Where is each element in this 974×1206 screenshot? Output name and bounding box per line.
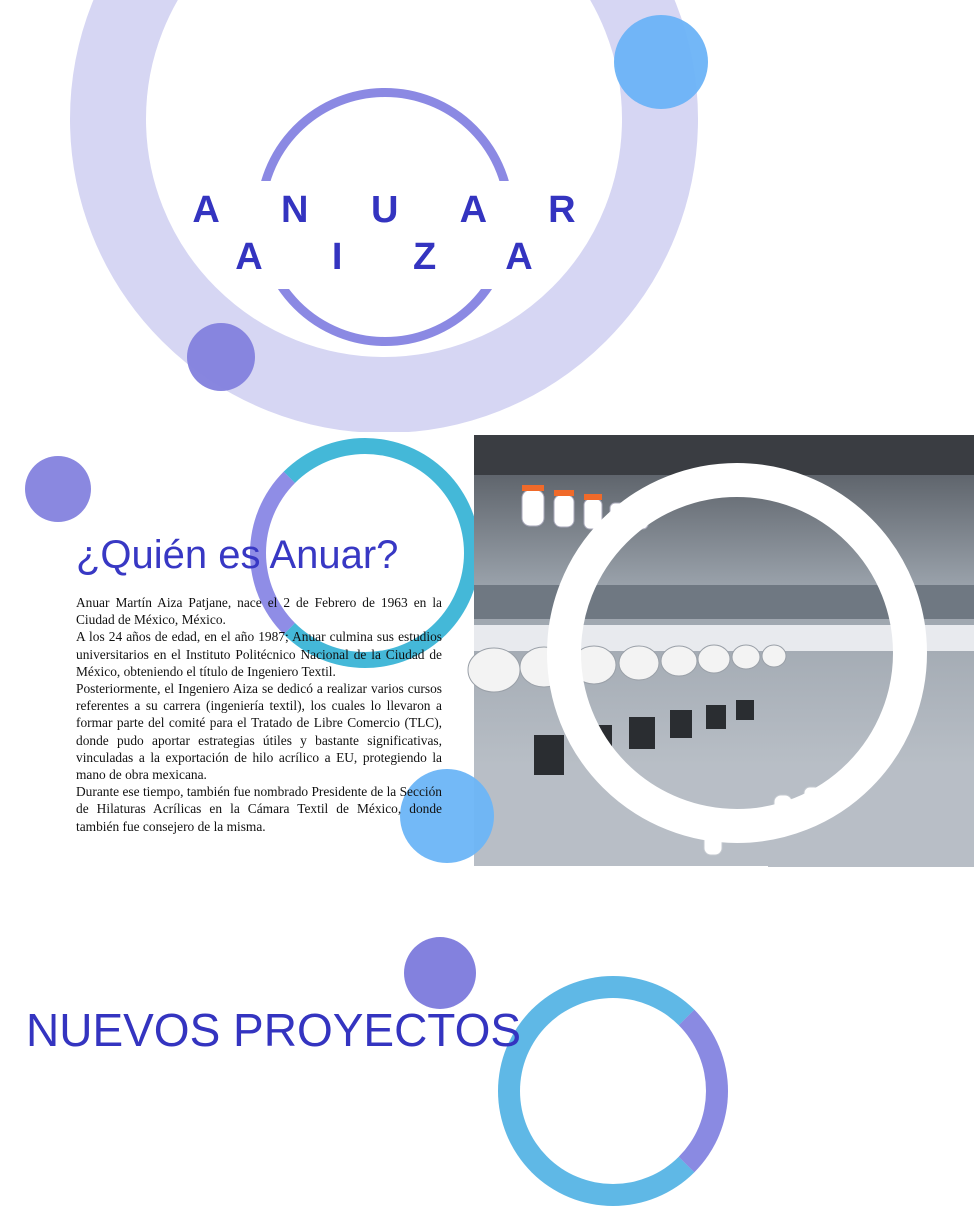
title-slide <box>0 0 768 432</box>
biography-text <box>76 594 442 835</box>
section-heading: NUEVOS PROYECTOS <box>26 1004 522 1056</box>
photo-white-ring <box>547 463 927 843</box>
gradient-ring-decoration <box>498 976 728 1206</box>
bio-paragraph: Durante ese tiempo, también fue nombrado Presidente de la Sección de Hilaturas Acrílicas en la Cámara Textil de México, donde también fue consejero de la misma. <box>76 784 442 834</box>
new-projects-slide <box>0 866 768 1056</box>
purple-circle-decoration <box>25 456 91 522</box>
section-heading: ¿Quién es Anuar? <box>76 533 399 577</box>
title-last-name: A I Z A <box>235 236 563 278</box>
bio-paragraph: Posteriormente, el Ingeniero Aiza se dedicó a realizar varios cursos referentes a su carrera (ingeniería textil), los cuales lo llevaron a formar parte del comité para el Tratado de Libre Comercio (TLC), donde pudo aportar estrategias útiles y bastante significativas, vinculadas a la exportación de hilo acrílico a EU, protegiendo la mano de obra mexicana. <box>76 681 442 783</box>
blue-circle-decoration <box>614 15 708 109</box>
purple-circle-decoration <box>404 937 476 1009</box>
bio-paragraph: A los 24 años de edad, en el año 1987; Anuar culmina sus estudios universitarios en el Instituto Politécnico Nacional de la Ciudad de México, obteniendo el título de Ingeniero Textil. <box>76 629 442 679</box>
purple-circle-decoration <box>187 323 255 391</box>
title-first-name: A N U A R <box>192 189 602 231</box>
who-is-slide <box>0 432 768 866</box>
bio-paragraph: Anuar Martín Aiza Patjane, nace el 2 de Febrero de 1963 en la Ciudad de México, México. <box>76 595 442 628</box>
